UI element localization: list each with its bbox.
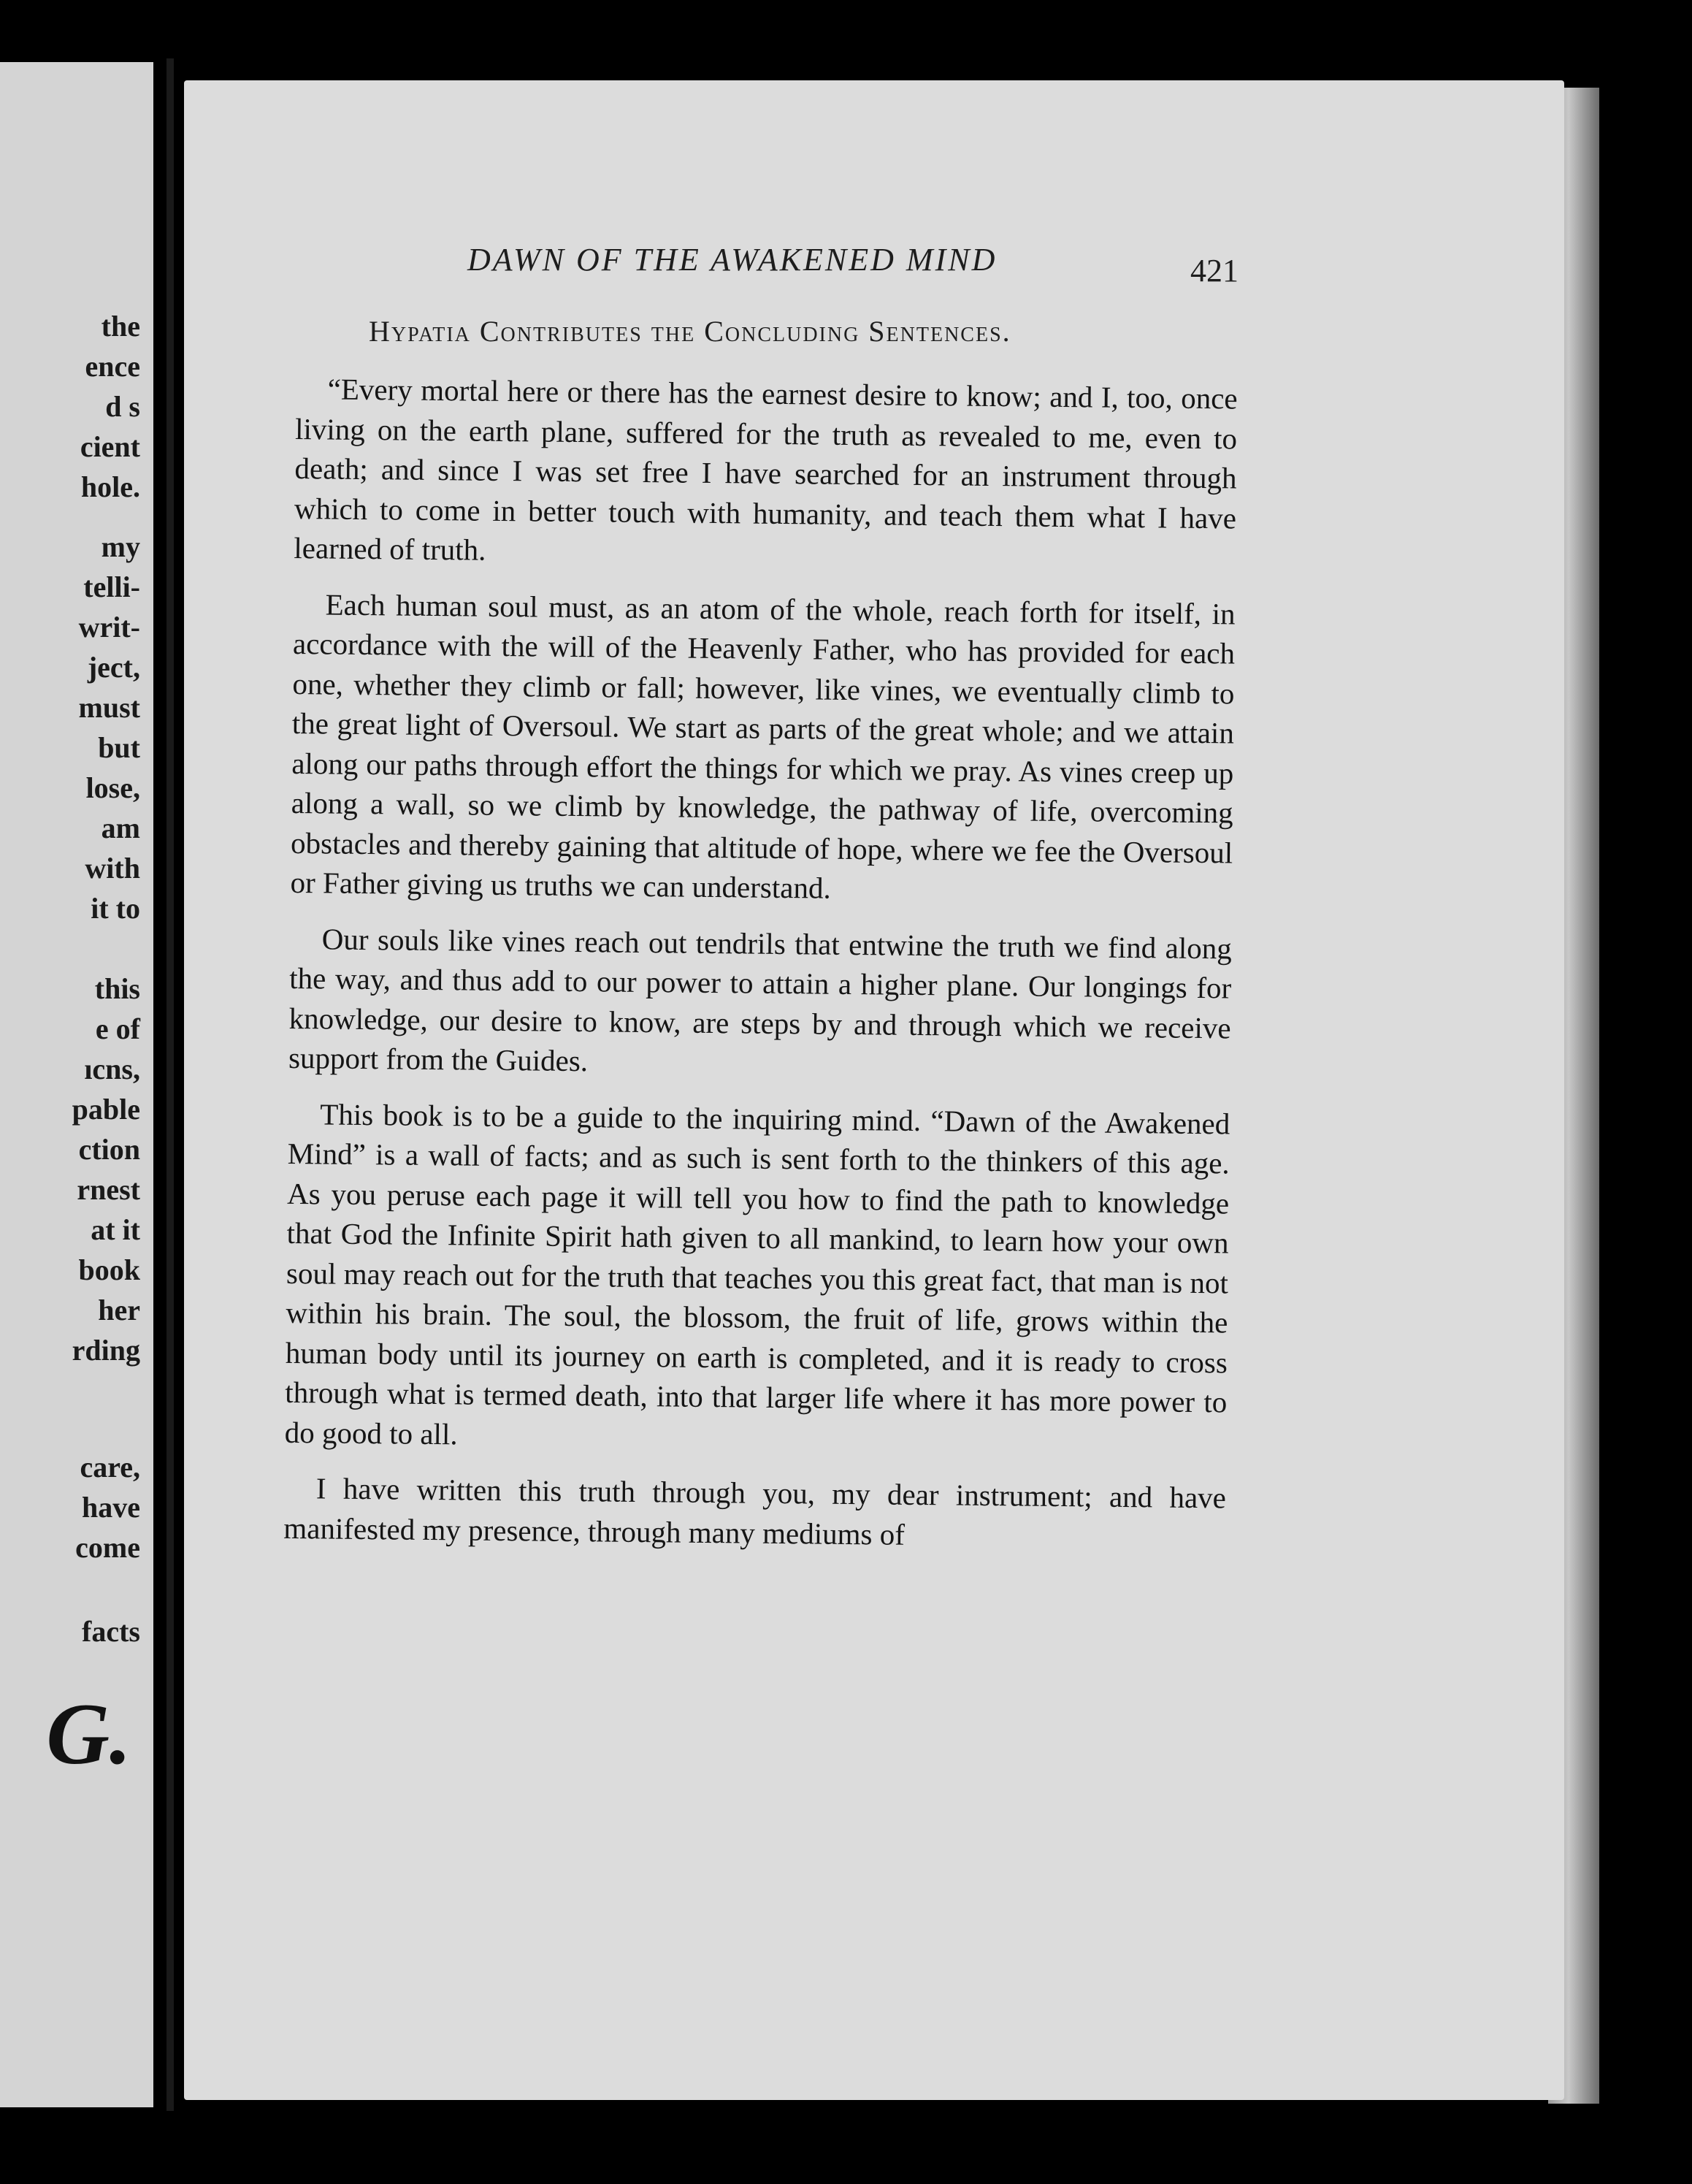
page-number: 421 [1190,253,1239,289]
left-page-fragment: hole. [80,470,140,503]
paragraph: This book is to be a guide to the inquiring mind. “Dawn of the Awakened Mind” is a wall of facts; and as such is sent forth to the thinkers of this age. As you peruse each page it will tell you how to find the path to knowledge that God the Infinite Spirit hath given to all mankind, to learn how your own soul may reach out for the truth that teaches you this great fact, that man is not within his brain. The soul, the blossom, the fruit of life, grows within the human body until its journey on earth is completed, and it is ready to cross through what is termed death, into that larger life where it has more power to do good to all. [284,1096,1230,1451]
left-page [0,62,153,2107]
left-page-fragment: facts [82,1615,140,1648]
left-page-fragment: at it [91,1213,140,1246]
left-page-fragment: come [75,1531,140,1564]
left-page-fragment: the [101,310,140,343]
left-page-fragment: e of [95,1012,140,1045]
left-page-fragment: cient [80,430,140,463]
left-page-fragment: am [101,812,140,844]
left-page-fragment: rnest [77,1173,140,1206]
left-page-fragment: it to [91,892,140,925]
left-page-fragment: this [94,972,140,1005]
left-page-fragment: ence [85,350,140,383]
left-page-fragment: with [85,852,140,885]
left-page-fragment: must [78,691,140,724]
left-page-fragment: care, [80,1451,140,1484]
left-page-fragment: book [78,1253,140,1286]
paragraph: I have written this truth through you, my dear instrument; and have manifested my presence, through many mediums of [283,1471,1227,1551]
left-page-fragment: lose, [85,771,140,804]
left-page-fragment: writ- [78,611,140,644]
left-page-fragment: ction [78,1133,140,1166]
left-page-fragment: her [98,1294,140,1326]
left-page-fragment: telli- [83,570,140,603]
paragraph: Our souls like vines reach out tendrils that entwine the truth we find along the way, and thus add to our power to attain a higher plane. Our longings for knowledge, our desire to know, are steps by and through which we receive support from the Guides. [288,921,1233,1078]
left-page-fragment: my [101,530,140,563]
book-gutter [166,58,174,2111]
signature-letter: G. [46,1685,131,1782]
left-page-fragment: ıcns, [84,1053,140,1085]
left-page-fragment: but [98,731,140,764]
paragraph: “Every mortal here or there has the earnest desire to know; and I, too, once living on the earth plane, suffered for the truth as revealed to me, even to death; and since I was set free I have searched for an instrument through which to come in better touch with humanity, and teach them what I have learned of truth. [294,372,1238,567]
body-text [283,369,1238,1573]
left-page-fragment: d s [105,390,140,423]
left-page-fragment: pable [72,1093,140,1126]
paragraph: Each human soul must, as an atom of the whole, reach forth for itself, in accordance with the will of the Heavenly Father, who has provided for each one, whether they climb or fall; however, like vines, we eventually climb to the great light of Oversoul. We start as parts of the great whole; and we attain along our paths through effort the things for which we pray. As vines creep up along a wall, so we climb by knowledge, the pathway of life, overcoming obstacles and thereby gaining that altitude of hope, where we fee the Oversoul or Father giving us truths we can understand. [290,587,1236,905]
left-page-fragment: have [82,1491,140,1524]
left-page-fragment: ject, [87,651,140,684]
running-head: DAWN OF THE AWAKENED MIND [467,242,998,278]
left-page-fragment: rding [72,1334,140,1367]
section-title: Hypatia Contributes the Concluding Sentences. [369,315,1011,348]
